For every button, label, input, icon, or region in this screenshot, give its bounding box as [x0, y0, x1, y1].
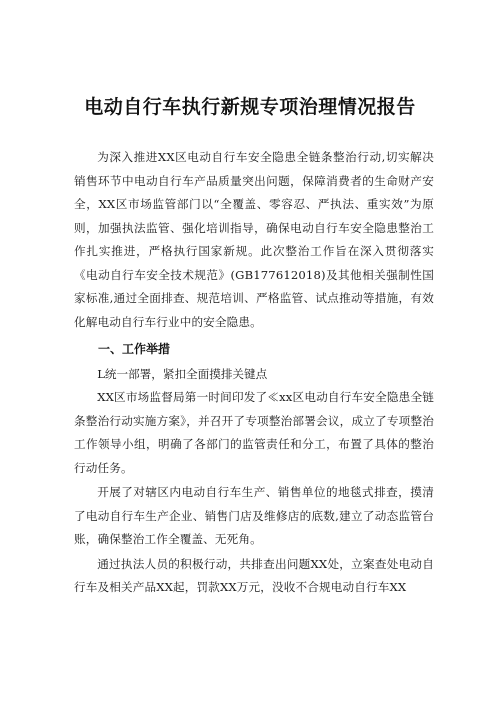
document-title: 电动自行车执行新规专项治理情况报告 — [84, 96, 416, 118]
paragraph-inspection: 开展了对辖区内电动自行车生产、销售单位的地毯式排查，摸清了电动自行车生产企业、销售门店及维修店的底数,建立了动态监管台账，确保整治工作全覆盖、无死角。 — [74, 485, 434, 546]
paragraph-enforcement-results: 通过执法人员的积极行动，共排查出问题XX处，立案查处电动自行车及相关产品XX起，罚款XX万元，没收不合规电动自行车XX — [74, 556, 434, 594]
subheading-unified-deployment: L统一部署，紧扣全面摸排关键点 — [97, 367, 268, 381]
section-heading-work-measures: 一、工作举措 — [98, 342, 171, 356]
document-body — [74, 146, 434, 600]
paragraph-implementation-plan: XX区市场监督局第一时间印发了≪xx区电动自行车安全隐患全链条整治行动实施方案》，并召开了专项整治部署会议，成立了专项整治工作领导小组，明确了各部门的监管责任和分工，布置了具体的整治行动任务。 — [74, 390, 434, 475]
intro-paragraph: 为深入推进XX区电动自行车安全隐患全链条整治行动,切实解决销售环节中电动自行车产品质量突出问题，保障消费者的生命财产安全，XX区市场监管部门以“全覆盖、零容忍、严执法、重实效”为原则，加强执法监管、强化培训指导，确保电动自行车安全隐患整治工作扎实推进，严格执行国家新规。此次整治工作旨在深入贯彻落实《电动自行车安全技术规范》(GB177612018)及其他相关强制性国家标准,通过全面排查、规范培训、严格监管、试点推动等措施，有效化解电动自行车行业中的安全隐患。 — [74, 150, 434, 329]
